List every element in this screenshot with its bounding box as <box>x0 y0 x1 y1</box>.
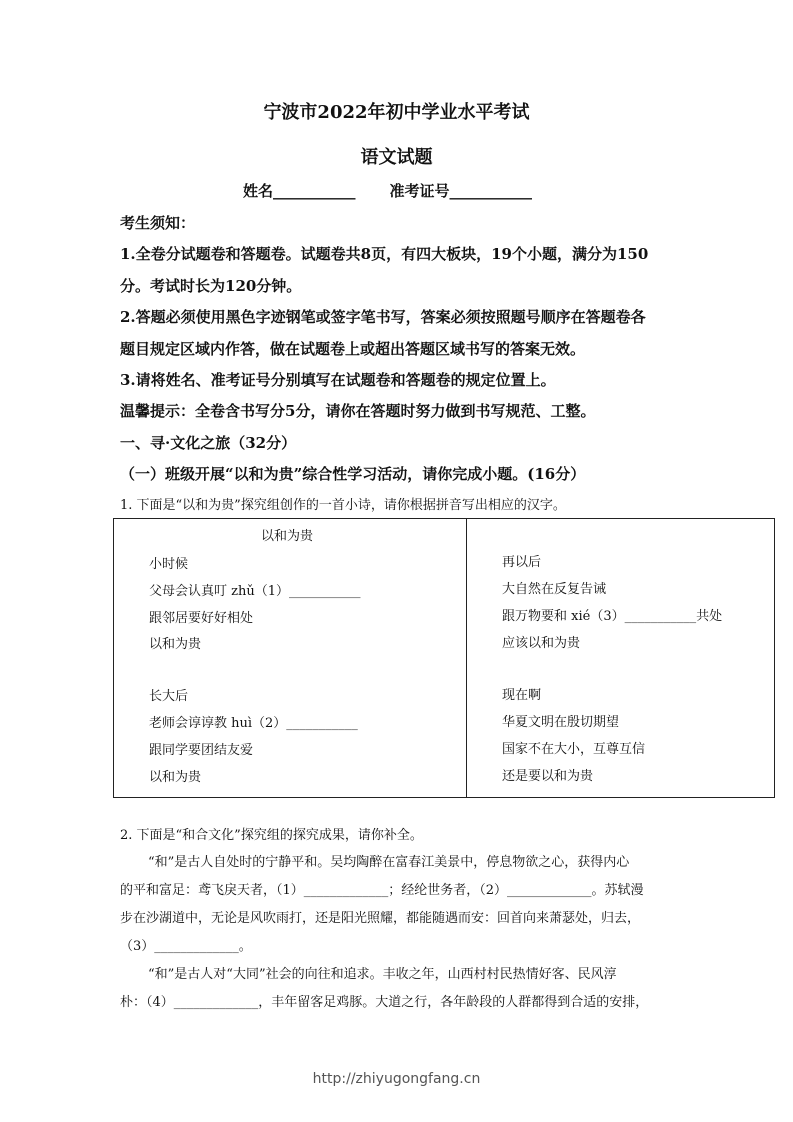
poem-right-line: 应该以和为贵 <box>502 636 581 651</box>
poem-table <box>113 518 775 798</box>
name-field[interactable]: 姓名___________ <box>243 182 356 200</box>
poem-left-line: 跟同学要团结友爱 <box>149 743 254 758</box>
poem-title: 以和为贵 <box>261 529 314 544</box>
poem-right-line: 大自然在反复告诫 <box>502 582 607 597</box>
poem-right-line[interactable]: 跟万物要和 xié（3）___________共处 <box>502 609 723 624</box>
poem-right-line: 华夏文明在殷切期望 <box>502 715 620 730</box>
poem-left-line[interactable]: 父母会认真叮 zhǔ（1）___________ <box>149 584 361 599</box>
q2-paragraph-line[interactable]: 朴：（4）_____________，丰年留客足鸡豚。大道之行，各年龄段的人群都得到合适的安排， <box>120 995 649 1010</box>
footer-url[interactable]: http://zhiyugongfang.cn <box>312 1071 481 1087</box>
q2-paragraph-line: 步在沙湖道中，无论是风吹雨打，还是阳光照耀，都能随遇而安：回首向来萧瑟处，归去， <box>120 911 641 926</box>
poem-left-line: 小时候 <box>149 557 189 572</box>
poem-left-line: 长大后 <box>149 689 189 704</box>
q2-paragraph-line: “和”是古人自处时的宁静平和。吴均陶醉在富春江美景中，停息物欲之心，获得内心 <box>148 855 630 870</box>
question-1-prompt: 1. 下面是“以和为贵”探究组创作的一首小诗，请你根据拼音写出相应的汉字。 <box>120 498 566 513</box>
notice-line-3: 3.请将姓名、准考证号分别填写在试题卷和答题卷的规定位置上。 <box>120 371 556 389</box>
poem-right-line: 现在啊 <box>502 688 542 703</box>
section-title: 一、寻·文化之旅（32分） <box>120 434 297 452</box>
exam-subtitle: 语文试题 <box>360 147 433 168</box>
part-one-title: （一）班级开展“以和为贵”综合性学习活动，请你完成小题。(16分） <box>120 465 586 483</box>
notice-heading: 考生须知： <box>120 214 196 232</box>
notice-line-1b: 分。考试时长为120分钟。 <box>120 277 302 295</box>
notice-line-1: 1.全卷分试题卷和答题卷。试题卷共8页，有四大板块，19个小题，满分为150 <box>120 245 649 263</box>
poem-left-line: 以和为贵 <box>149 770 202 785</box>
poem-right-line: 还是要以和为贵 <box>502 769 594 784</box>
notice-line-2b: 题目规定区域内作答，做在试题卷上或超出答题区域书写的答案无效。 <box>120 340 586 358</box>
notice-line-2: 2.答题必须使用黑色字迹钢笔或签字笔书写，答案必须按照题号顺序在答题卷各 <box>120 308 646 326</box>
question-2-prompt: 2. 下面是“和合文化”探究组的探究成果，请你补全。 <box>120 828 423 843</box>
candidate-info-line <box>243 180 532 201</box>
exam-id-field[interactable]: 准考证号___________ <box>389 182 533 200</box>
q2-paragraph-line: “和”是古人对“大同”社会的向往和追求。丰收之年，山西村村民热情好客、民风淳 <box>148 967 617 982</box>
notice-tip: 温馨提示：全卷含书写分5分，请你在答题时努力做到书写规范、工整。 <box>120 402 596 420</box>
poem-left-line: 以和为贵 <box>149 637 202 652</box>
poem-left-line: 跟邻居要好好相处 <box>149 611 254 626</box>
poem-left-line[interactable]: 老师会谆谆教 huì（2）___________ <box>149 716 358 731</box>
q2-paragraph-line[interactable]: 的平和富足：鸢飞戾天者，（1）_____________；经纶世务者，（2）_____________。苏轼漫 <box>120 883 644 898</box>
table-divider <box>466 519 467 797</box>
poem-right-line: 国家不在大小，互尊互信 <box>502 742 646 757</box>
poem-right-line: 再以后 <box>502 555 542 570</box>
exam-title: 宁波市2022年初中学业水平考试 <box>263 102 530 123</box>
q2-paragraph-line[interactable]: （3）_____________。 <box>120 939 252 954</box>
